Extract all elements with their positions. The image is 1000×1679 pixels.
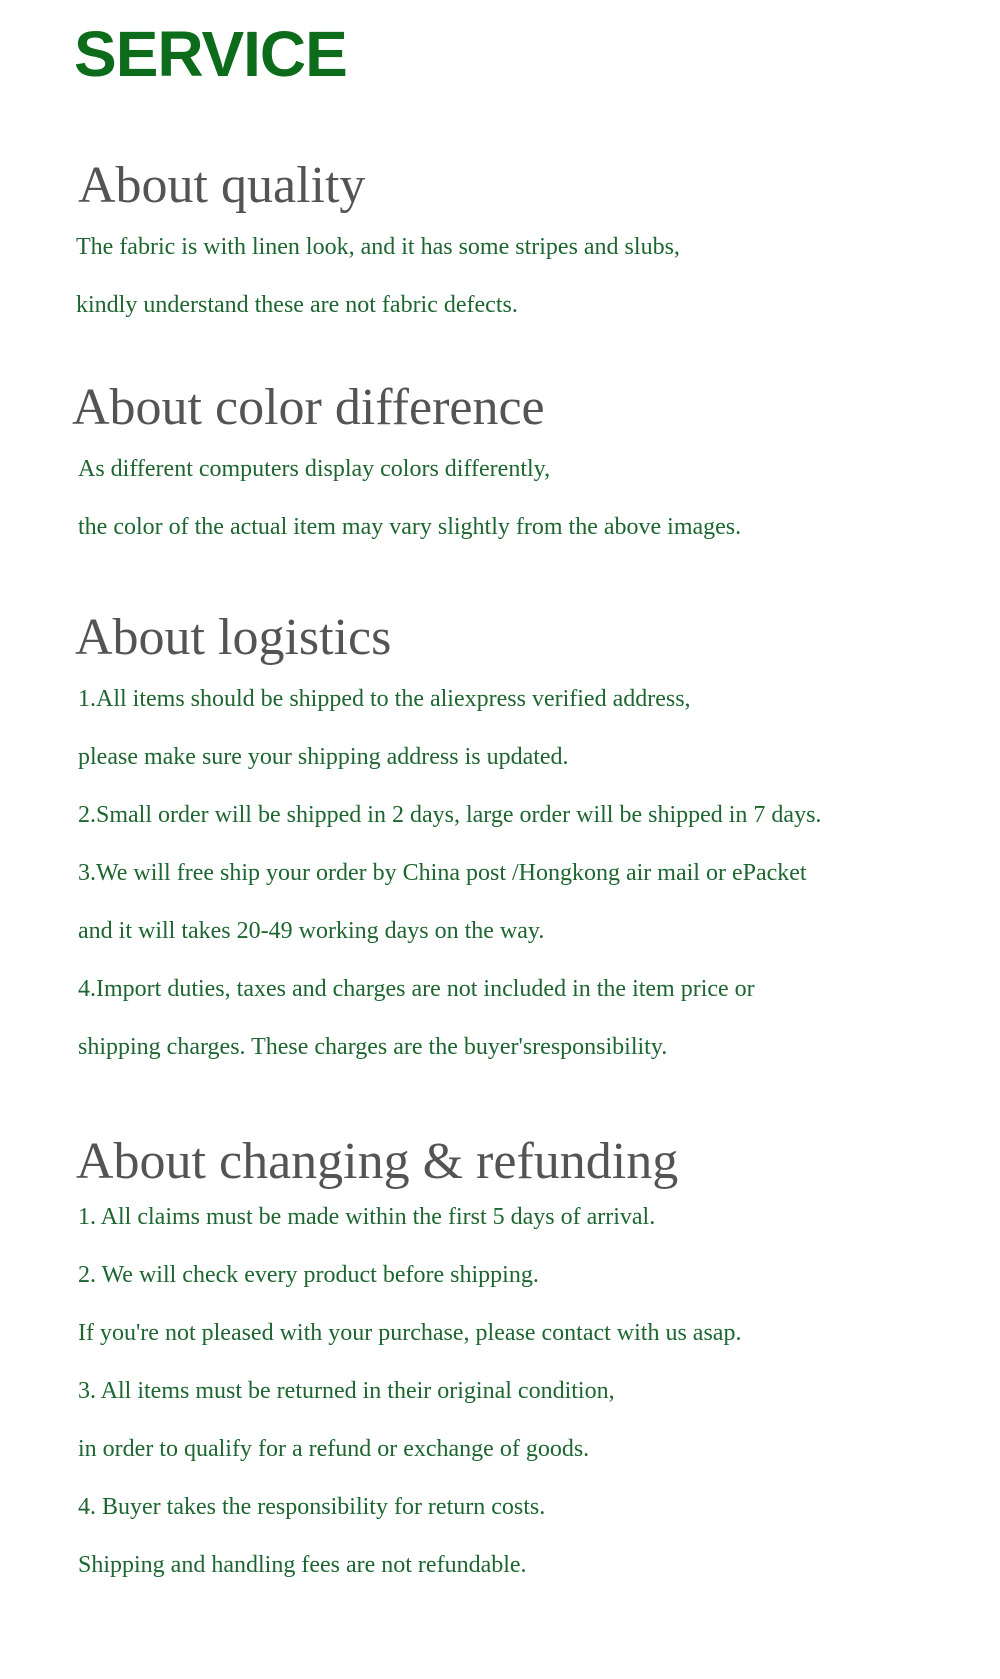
text-line: 3.We will free ship your order by China post /Hongkong air mail or ePacket [78, 860, 807, 886]
page-title: SERVICE [74, 18, 347, 90]
section-about-logistics [75, 609, 822, 1076]
section-heading-logistics: About logistics [75, 609, 392, 666]
text-line: Shipping and handling fees are not refundable. [78, 1552, 527, 1578]
text-line: 2.Small order will be shipped in 2 days, large order will be shipped in 7 days. [78, 802, 822, 828]
section-about-changing-refunding [76, 1133, 742, 1594]
section-heading-changing-refunding: About changing & refunding [76, 1133, 679, 1190]
text-line: shipping charges. These charges are the buyer'sresponsibility. [78, 1034, 668, 1060]
section-body-changing-refunding [78, 1188, 741, 1594]
text-line: 3. All items must be returned in their original condition, [78, 1378, 615, 1404]
text-line: the color of the actual item may vary slightly from the above images. [78, 514, 742, 540]
text-line: The fabric is with linen look, and it has some stripes and slubs, [76, 234, 680, 260]
text-line: As different computers display colors differently, [78, 456, 551, 482]
text-line: 4.Import duties, taxes and charges are not included in the item price or [78, 976, 755, 1002]
section-heading-quality: About quality [78, 157, 366, 214]
section-heading-color-difference: About color difference [72, 379, 545, 436]
text-line: 4. Buyer takes the responsibility for return costs. [78, 1494, 546, 1520]
text-line: and it will takes 20-49 working days on the way. [78, 918, 545, 944]
section-about-color-difference [72, 379, 742, 556]
section-body-quality [76, 218, 680, 334]
text-line: please make sure your shipping address is updated. [78, 744, 569, 770]
text-line: 1.All items should be shipped to the aliexpress verified address, [78, 686, 691, 712]
text-line: kindly understand these are not fabric defects. [76, 292, 518, 318]
text-line: 1. All claims must be made within the first 5 days of arrival. [78, 1204, 656, 1230]
text-line: 2. We will check every product before shipping. [78, 1262, 539, 1288]
text-line: in order to qualify for a refund or exchange of goods. [78, 1436, 590, 1462]
section-about-quality [76, 157, 680, 334]
text-line: If you're not pleased with your purchase, please contact with us asap. [78, 1320, 742, 1346]
section-body-logistics [78, 670, 821, 1076]
section-body-color-difference [78, 440, 741, 556]
